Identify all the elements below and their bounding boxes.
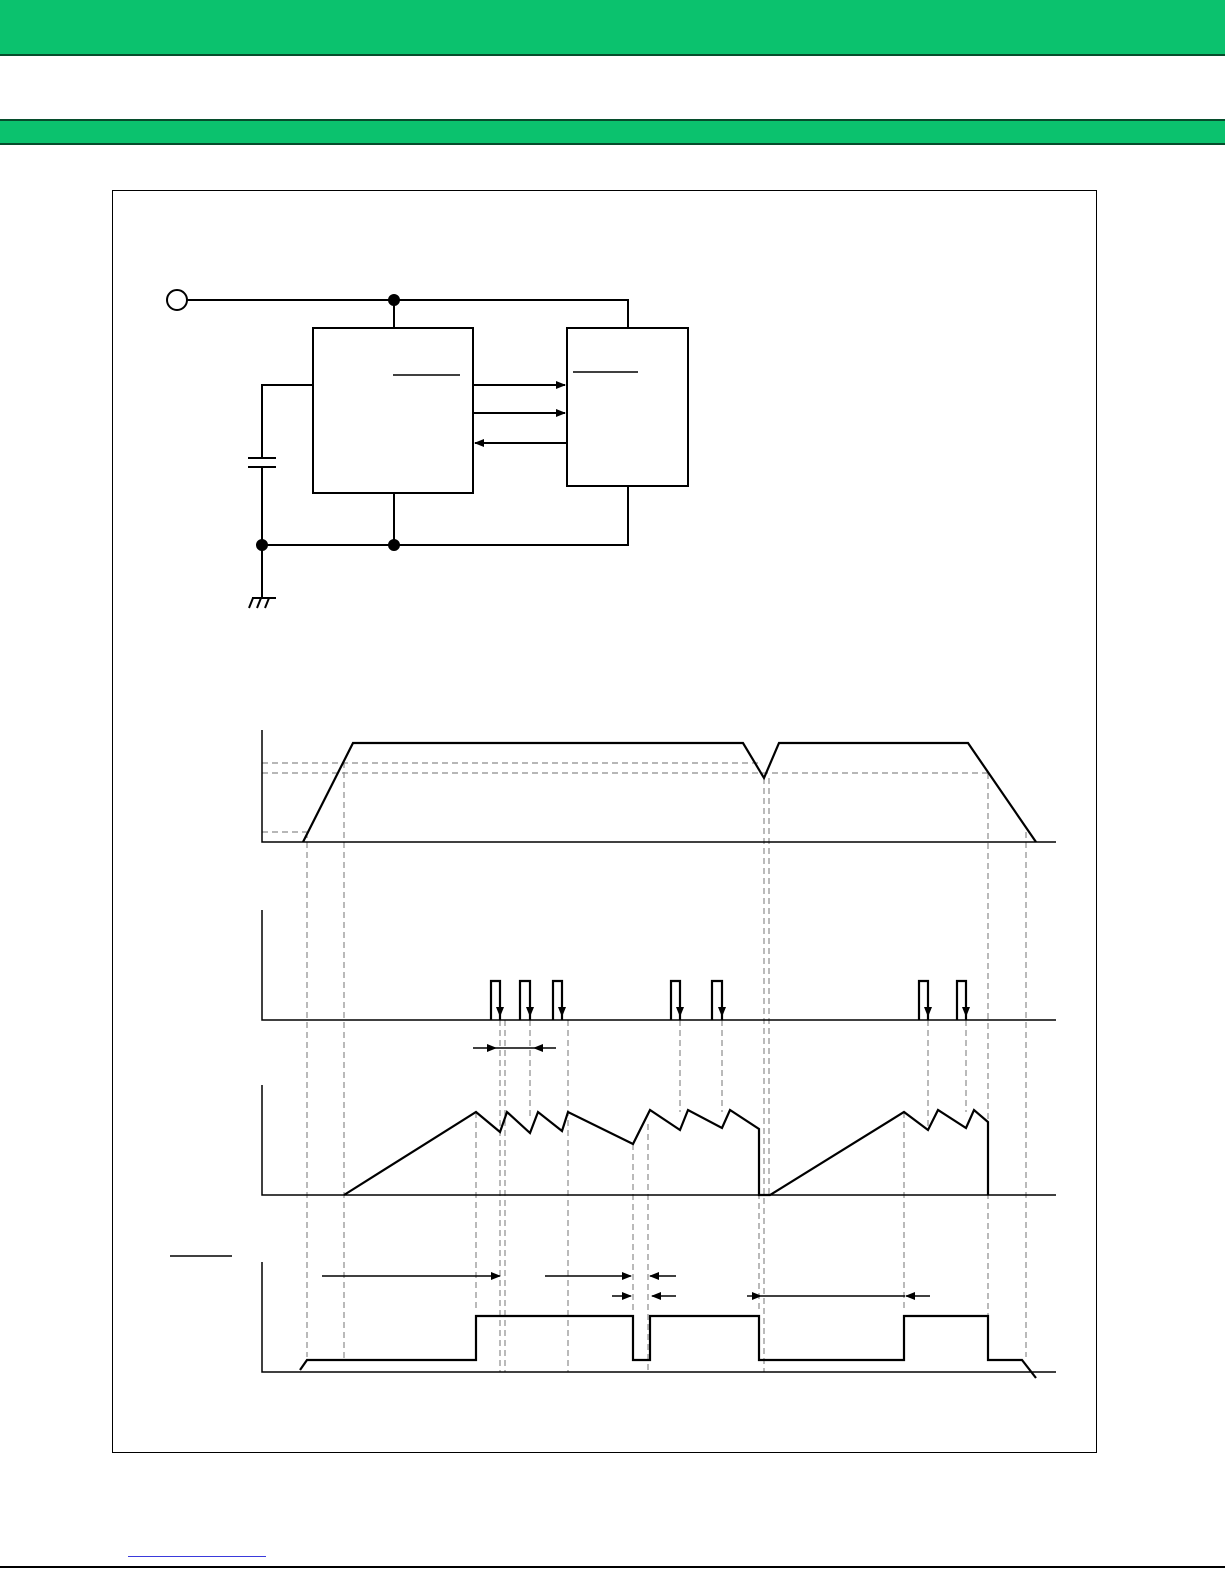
vcc-rail [187, 300, 628, 328]
ck-waveform [300, 1316, 1036, 1378]
ground-rail [262, 486, 628, 545]
circuit-diagram [167, 290, 688, 608]
vcc-axes [262, 730, 1056, 842]
vcc-terminal [167, 290, 187, 310]
interval-arrows [170, 1048, 930, 1296]
timing-waveforms [300, 743, 1036, 1378]
vcc-node-dot [389, 295, 399, 305]
ground-node-dot-mid [389, 540, 399, 550]
footer-rule [0, 1566, 1225, 1568]
reset-arrows [500, 985, 966, 1016]
reset-axes [262, 910, 1056, 1020]
ground-symbol-icon [249, 598, 276, 608]
footer-link-underline[interactable] [128, 1556, 266, 1557]
ic-block-right [567, 328, 688, 486]
ct-axes [262, 1085, 1056, 1195]
timing-guides [262, 762, 1026, 1372]
ct-waveform [344, 1110, 988, 1195]
vcc-waveform [303, 743, 1036, 842]
ic-block-left [313, 328, 473, 493]
capacitor-top-wire [262, 385, 313, 458]
